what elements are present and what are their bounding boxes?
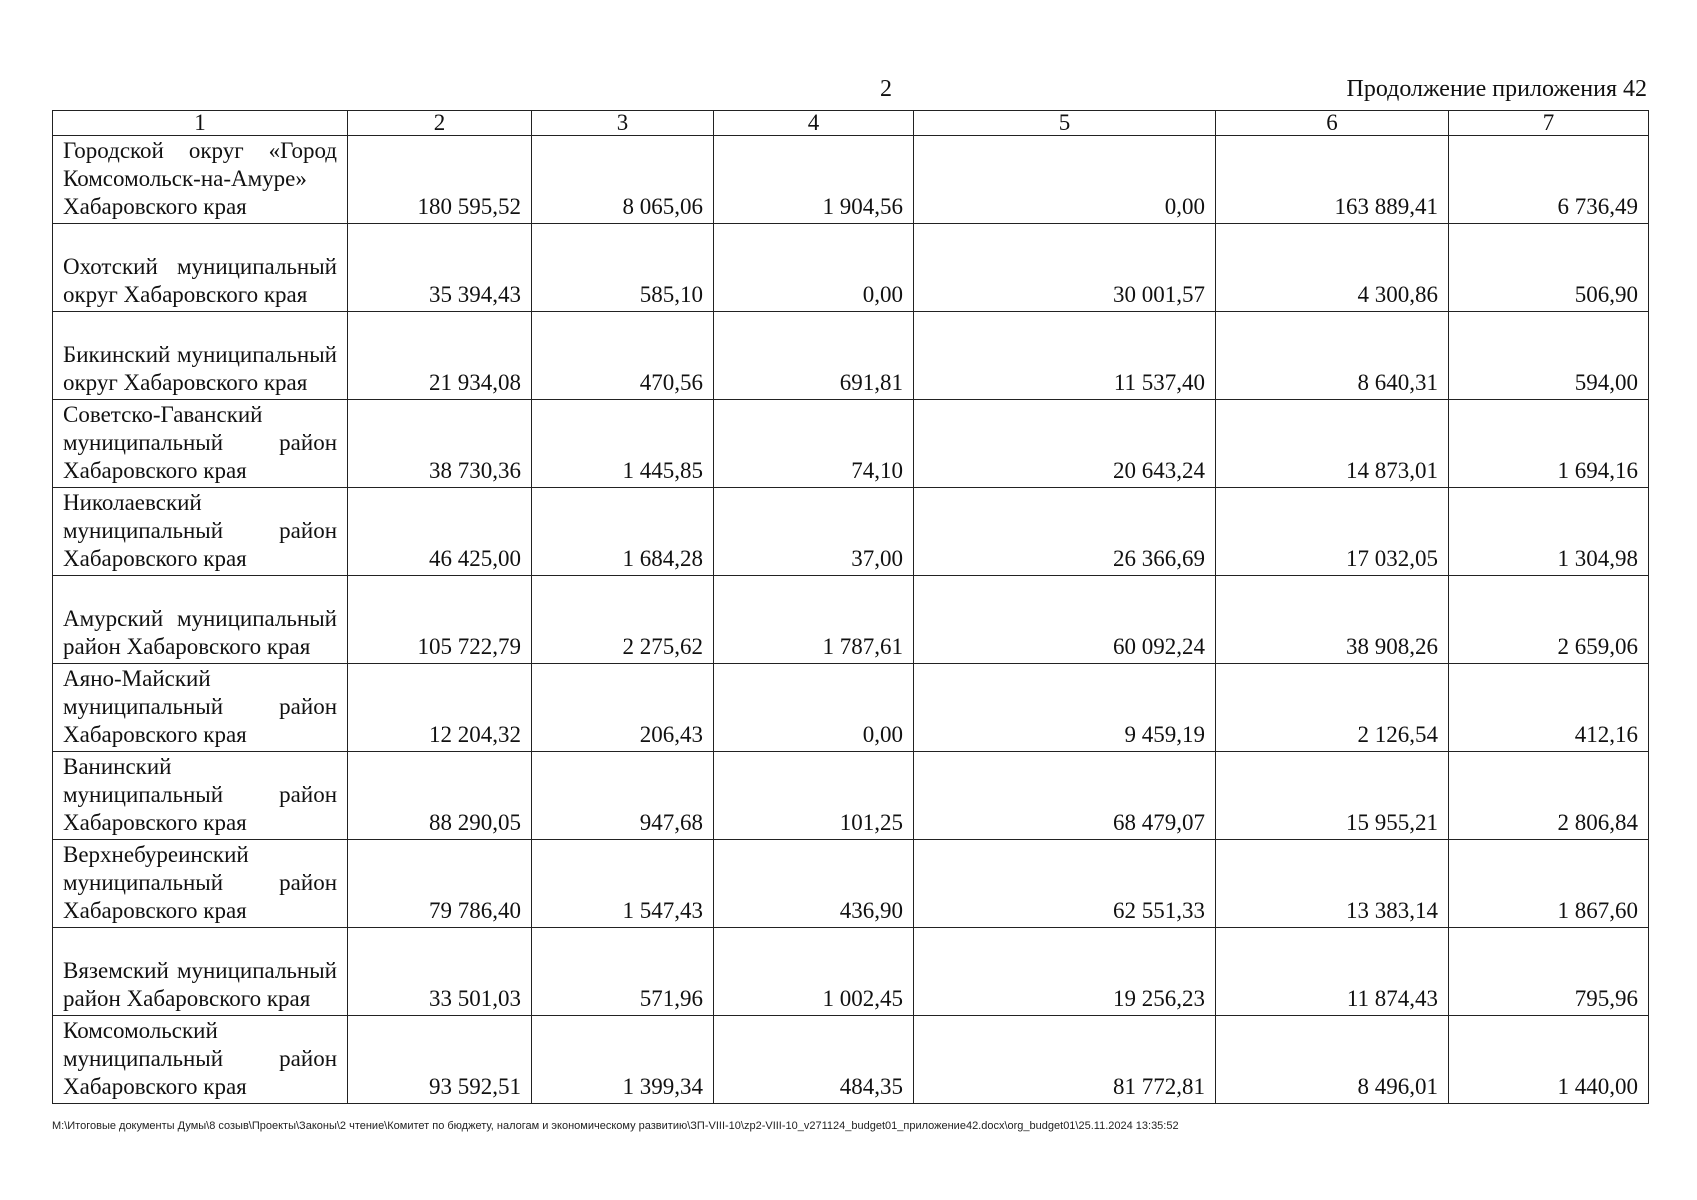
- amount-cell: 38 730,36: [348, 400, 532, 488]
- amount-cell: 15 955,21: [1216, 752, 1449, 840]
- amount-cell: 585,10: [532, 224, 714, 312]
- table-row: [53, 1016, 1649, 1104]
- amount-cell: 33 501,03: [348, 928, 532, 1016]
- amount-cell: 206,43: [532, 664, 714, 752]
- amount-cell: 17 032,05: [1216, 488, 1449, 576]
- municipality-name-cell: Ванинский муниципальный район Хабаровского края: [53, 752, 348, 840]
- budget-table: [52, 110, 1649, 1104]
- amount-cell: 13 383,14: [1216, 840, 1449, 928]
- amount-cell: 79 786,40: [348, 840, 532, 928]
- amount-cell: 1 867,60: [1449, 840, 1649, 928]
- amount-cell: 163 889,41: [1216, 136, 1449, 224]
- amount-cell: 1 684,28: [532, 488, 714, 576]
- amount-cell: 506,90: [1449, 224, 1649, 312]
- municipality-name-cell: Комсомольский муниципальный район Хабаровского края: [53, 1016, 348, 1104]
- amount-cell: 947,68: [532, 752, 714, 840]
- municipality-name-cell: Городской округ «Город Комсомольск-на-Амуре» Хабаровского края: [53, 136, 348, 224]
- table-row: [53, 752, 1649, 840]
- table-row: [53, 576, 1649, 664]
- table-row: [53, 312, 1649, 400]
- amount-cell: 62 551,33: [914, 840, 1216, 928]
- amount-cell: 1 547,43: [532, 840, 714, 928]
- amount-cell: 8 640,31: [1216, 312, 1449, 400]
- column-header: 6: [1216, 111, 1449, 136]
- amount-cell: 60 092,24: [914, 576, 1216, 664]
- amount-cell: 470,56: [532, 312, 714, 400]
- table-row: [53, 664, 1649, 752]
- amount-cell: 105 722,79: [348, 576, 532, 664]
- amount-cell: 1 440,00: [1449, 1016, 1649, 1104]
- municipality-name-cell: Охотский муниципальный округ Хабаровского края: [53, 224, 348, 312]
- table-row: [53, 488, 1649, 576]
- amount-cell: 1 002,45: [714, 928, 914, 1016]
- amount-cell: 38 908,26: [1216, 576, 1449, 664]
- amount-cell: 2 806,84: [1449, 752, 1649, 840]
- amount-cell: 21 934,08: [348, 312, 532, 400]
- amount-cell: 8 496,01: [1216, 1016, 1449, 1104]
- amount-cell: 6 736,49: [1449, 136, 1649, 224]
- amount-cell: 2 659,06: [1449, 576, 1649, 664]
- amount-cell: 37,00: [714, 488, 914, 576]
- amount-cell: 4 300,86: [1216, 224, 1449, 312]
- amount-cell: 0,00: [714, 664, 914, 752]
- municipality-name-cell: Верхнебуреинский муниципальный район Хабаровского края: [53, 840, 348, 928]
- amount-cell: 691,81: [714, 312, 914, 400]
- amount-cell: 412,16: [1449, 664, 1649, 752]
- amount-cell: 35 394,43: [348, 224, 532, 312]
- column-header: 7: [1449, 111, 1649, 136]
- amount-cell: 46 425,00: [348, 488, 532, 576]
- amount-cell: 101,25: [714, 752, 914, 840]
- amount-cell: 11 874,43: [1216, 928, 1449, 1016]
- municipality-name-cell: Амурский муниципальный район Хабаровского края: [53, 576, 348, 664]
- amount-cell: 1 694,16: [1449, 400, 1649, 488]
- municipality-name-cell: Аяно-Майский муниципальный район Хабаровского края: [53, 664, 348, 752]
- amount-cell: 2 126,54: [1216, 664, 1449, 752]
- amount-cell: 68 479,07: [914, 752, 1216, 840]
- column-header: 3: [532, 111, 714, 136]
- amount-cell: 74,10: [714, 400, 914, 488]
- amount-cell: 26 366,69: [914, 488, 1216, 576]
- amount-cell: 19 256,23: [914, 928, 1216, 1016]
- table-body: [53, 136, 1649, 1104]
- column-number-row: [53, 111, 1649, 136]
- amount-cell: 0,00: [714, 224, 914, 312]
- amount-cell: 1 304,98: [1449, 488, 1649, 576]
- municipality-name-cell: Бикинский муниципальный округ Хабаровского края: [53, 312, 348, 400]
- amount-cell: 2 275,62: [532, 576, 714, 664]
- amount-cell: 30 001,57: [914, 224, 1216, 312]
- table-row: [53, 136, 1649, 224]
- municipality-name-cell: Советско-Гаванский муниципальный район Хабаровского края: [53, 400, 348, 488]
- amount-cell: 14 873,01: [1216, 400, 1449, 488]
- page-number: 2: [880, 76, 892, 102]
- table-row: [53, 224, 1649, 312]
- municipality-name-cell: Николаевский муниципальный район Хабаровского края: [53, 488, 348, 576]
- municipality-name-cell: Вяземский муниципальный район Хабаровского края: [53, 928, 348, 1016]
- table-row: [53, 840, 1649, 928]
- amount-cell: 1 904,56: [714, 136, 914, 224]
- column-header: 2: [348, 111, 532, 136]
- amount-cell: 1 445,85: [532, 400, 714, 488]
- amount-cell: 180 595,52: [348, 136, 532, 224]
- amount-cell: 12 204,32: [348, 664, 532, 752]
- amount-cell: 88 290,05: [348, 752, 532, 840]
- amount-cell: 20 643,24: [914, 400, 1216, 488]
- amount-cell: 8 065,06: [532, 136, 714, 224]
- amount-cell: 571,96: [532, 928, 714, 1016]
- continuation-label: Продолжение приложения 42: [1346, 76, 1647, 102]
- amount-cell: 9 459,19: [914, 664, 1216, 752]
- amount-cell: 1 399,34: [532, 1016, 714, 1104]
- amount-cell: 11 537,40: [914, 312, 1216, 400]
- amount-cell: 93 592,51: [348, 1016, 532, 1104]
- amount-cell: 0,00: [914, 136, 1216, 224]
- amount-cell: 81 772,81: [914, 1016, 1216, 1104]
- amount-cell: 795,96: [1449, 928, 1649, 1016]
- table-row: [53, 400, 1649, 488]
- amount-cell: 1 787,61: [714, 576, 914, 664]
- column-header: 5: [914, 111, 1216, 136]
- column-header: 1: [53, 111, 348, 136]
- table-row: [53, 928, 1649, 1016]
- amount-cell: 484,35: [714, 1016, 914, 1104]
- column-header: 4: [714, 111, 914, 136]
- file-path-footer: M:\Итоговые документы Думы\8 созыв\Проекты\Законы\2 чтение\Комитет по бюджету, налогам и экономическому развитию\ЗП-VIII-10\zp2-VIII-10_v271124_budget01_приложение42.docx\org_budget01\25.11.2024 13:35:52: [52, 1120, 1179, 1132]
- amount-cell: 436,90: [714, 840, 914, 928]
- amount-cell: 594,00: [1449, 312, 1649, 400]
